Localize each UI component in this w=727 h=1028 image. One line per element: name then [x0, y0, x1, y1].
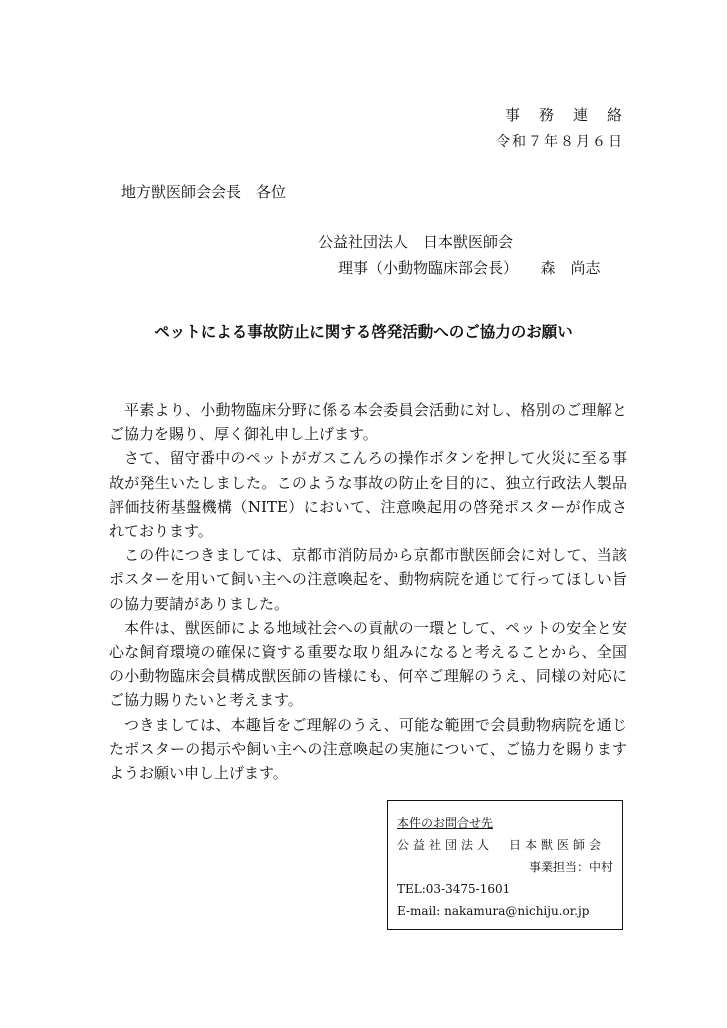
recipient: 地方獣医師会会長 各位 — [121, 183, 287, 201]
body-paragraph: 本件は、獣医師による地域社会への貢献の一環として、ペットの安全と安心な飼育環境の確保に資する重要な取り組みになると考えることから、全国の小動物臨床会員構成獣医師の皆様にも、何卒ご理解のうえ、同様の対応にご協力賜りたいと考えます。 — [109, 618, 627, 710]
sender-organization: 公益社団法人 日本獣医師会 — [318, 233, 514, 251]
body-paragraph: つきましては、本趣旨をご理解のうえ、可能な範囲で会員動物病院を通じたポスターの掲示や飼い主への注意喚起の実施について、ご協力を賜りますようお願い申し上げます。 — [109, 715, 627, 783]
contact-heading: 本件のお問合せ先 — [397, 816, 494, 830]
contact-organization: 公益社団法人 日本獣医師会 — [397, 838, 606, 852]
contact-tel: TEL:03-3475-1601 — [397, 882, 511, 896]
document-title: ペットによる事故防止に関する啓発活動へのご協力のお願い — [154, 323, 573, 341]
document-type: 事務連絡 — [504, 106, 641, 124]
body-paragraph: この件につきましては、京都市消防局から京都市獣医師会に対して、当該ポスターを用いて飼い主への注意喚起を、動物病院を通じて行ってほしい旨の協力要請がありました。 — [109, 546, 627, 613]
contact-email: E-mail: nakamura@nichiju.or.jp — [397, 904, 590, 918]
body-paragraph: さて、留守番中のペットがガスこんろの操作ボタンを押して火災に至る事故が発生いたしました。このような事故の防止を目的に、独立行政法人製品評価技術基盤機構（NITE）において、注意喚起用の啓発ポスターが作成されております。 — [109, 449, 627, 541]
body-paragraph: 平素より、小動物臨床分野に係る本会委員会活動に対し、格別のご理解とご協力を賜り、厚く御礼申し上げます。 — [109, 401, 627, 444]
document-body — [109, 398, 627, 785]
document-date: 令和７年８月６日 — [496, 134, 624, 150]
sender-person: 理事（小動物臨床部会長） 森 尚志 — [338, 259, 601, 277]
contact-staff: 事業担当：中村 — [528, 860, 613, 874]
contact-box — [387, 800, 623, 930]
